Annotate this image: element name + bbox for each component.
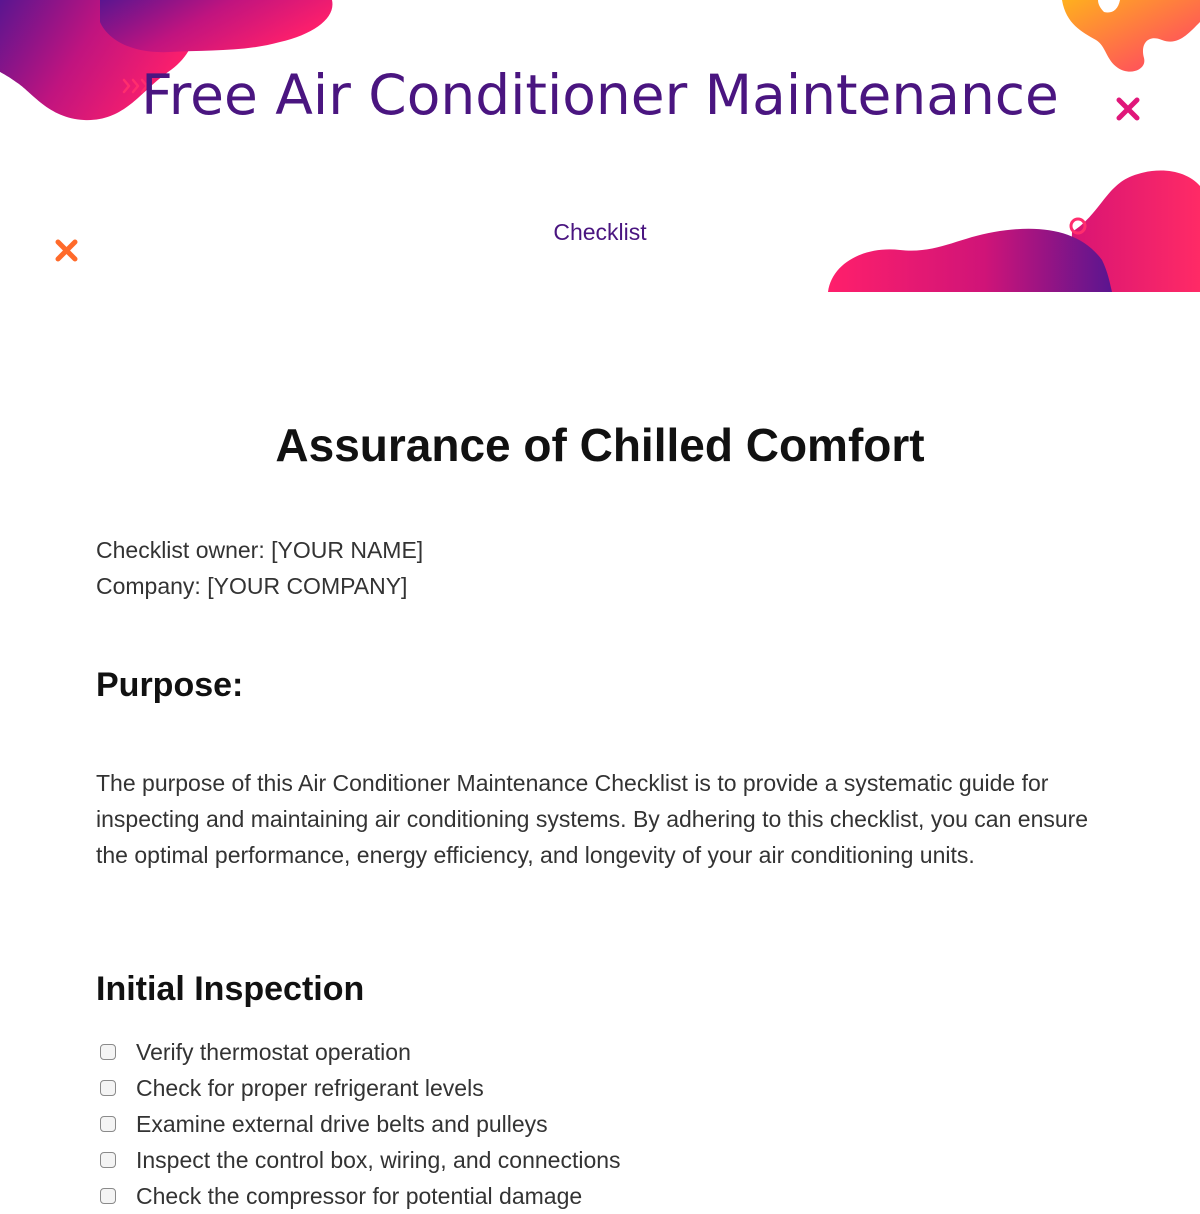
checkbox[interactable] (100, 1080, 116, 1096)
document-title: Assurance of Chilled Comfort (275, 419, 925, 471)
banner-title (0, 58, 1200, 132)
checklist-item (100, 1034, 621, 1070)
checklist-item-label: Examine external drive belts and pulleys (136, 1110, 548, 1137)
purpose-heading: Purpose: (96, 666, 244, 704)
checklist-item (100, 1142, 621, 1178)
checklist-item (100, 1178, 621, 1214)
checklist-item-label: Check for proper refrigerant levels (136, 1074, 484, 1101)
checklist-item-label: Check the compressor for potential damage (136, 1182, 583, 1209)
decorative-blobs (0, 0, 1200, 292)
header-banner (0, 0, 1200, 292)
company-line: Company: [YOUR COMPANY] (96, 573, 408, 599)
checklist-owner-line: Checklist owner: [YOUR NAME] (96, 537, 424, 563)
checkbox[interactable] (100, 1152, 116, 1168)
checklist-item (100, 1106, 621, 1142)
checklist-item-label: Verify thermostat operation (136, 1038, 411, 1065)
initial-inspection-heading: Initial Inspection (96, 970, 365, 1008)
checklist-item-label: Inspect the control box, wiring, and connections (136, 1146, 621, 1173)
checkbox[interactable] (100, 1044, 116, 1060)
purpose-text: The purpose of this Air Conditioner Maintenance Checklist is to provide a systematic guide for inspecting and maintaining air conditioning systems. By adhering to this checklist, you can ensure the optimal performance, energy efficiency, and longevity of your air conditioning units. (96, 770, 1089, 868)
banner-title-text: Free Air Conditioner Maintenance (141, 63, 1059, 127)
initial-inspection-checklist (100, 1034, 621, 1214)
checkbox[interactable] (100, 1116, 116, 1132)
owner-info (96, 532, 423, 604)
checklist-item (100, 1070, 621, 1106)
banner-subtitle: Checklist (553, 219, 647, 245)
checkbox[interactable] (100, 1188, 116, 1204)
